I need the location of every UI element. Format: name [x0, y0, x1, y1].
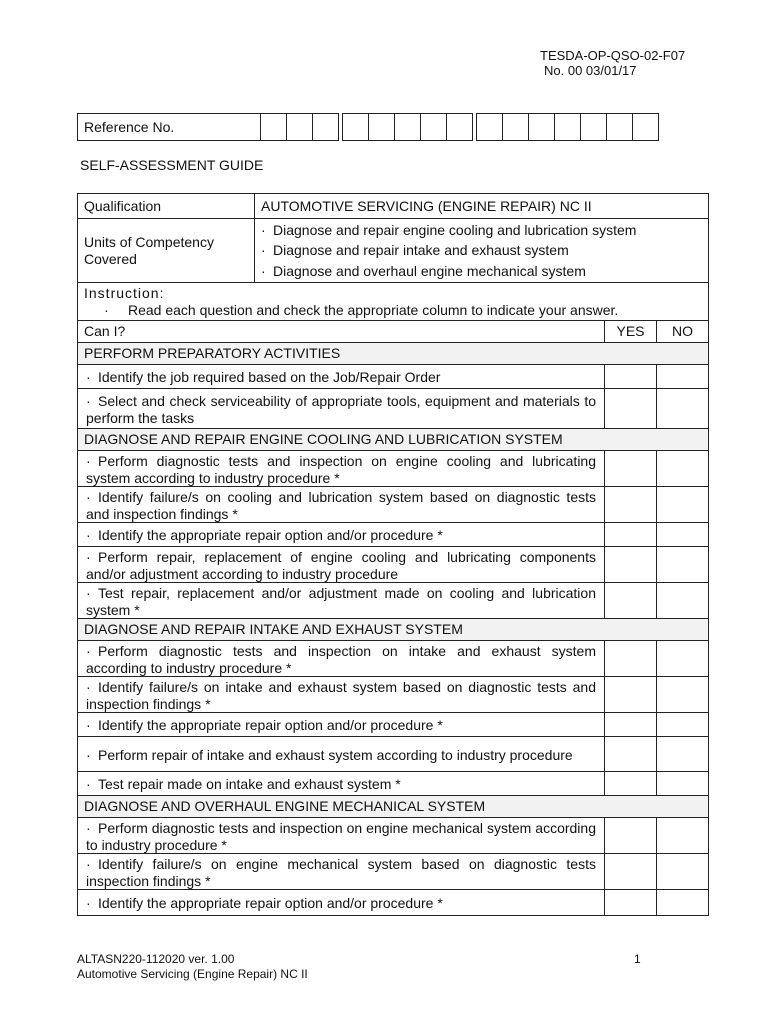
checklist-item: · Perform diagnostic tests and inspection on engine mechanical system according to industry procedure * [78, 818, 605, 854]
checklist-row [78, 677, 709, 713]
reference-box[interactable] [395, 114, 421, 141]
qualification-label: Qualification [78, 194, 255, 219]
no-checkbox-cell[interactable] [657, 641, 709, 677]
page-number: 1 [634, 952, 641, 966]
no-checkbox-cell[interactable] [657, 389, 709, 429]
checklist-item: · Test repair made on intake and exhaust system * [78, 772, 605, 796]
document-code [540, 48, 685, 78]
checklist-row [78, 713, 709, 737]
can-i-header: Can I? [78, 321, 605, 343]
unit-item: · Diagnose and overhaul engine mechanical system [261, 262, 586, 279]
no-checkbox-cell[interactable] [657, 772, 709, 796]
checklist-row [78, 583, 709, 619]
units-label: Units of Competency Covered [78, 219, 255, 283]
reference-box[interactable] [607, 114, 633, 141]
no-checkbox-cell[interactable] [657, 818, 709, 854]
yes-checkbox-cell[interactable] [605, 818, 657, 854]
checklist-row [78, 389, 709, 429]
reference-box[interactable] [421, 114, 447, 141]
checklist-item: · Identify the appropriate repair option and/or procedure * [78, 713, 605, 737]
yes-checkbox-cell[interactable] [605, 713, 657, 737]
yes-checkbox-cell[interactable] [605, 389, 657, 429]
unit-item: · Diagnose and repair intake and exhaust system [261, 242, 569, 259]
qualification-value: AUTOMOTIVE SERVICING (ENGINE REPAIR) NC II [255, 194, 709, 219]
checklist-row [78, 365, 709, 389]
footer-doc-id: ALTASN220-112020 ver. 1.00 [77, 952, 235, 966]
footer [77, 952, 308, 982]
checklist-item: · Identify the job required based on the Job/Repair Order [78, 365, 605, 389]
instruction-label: Instruction: [84, 285, 165, 301]
no-checkbox-cell[interactable] [657, 737, 709, 772]
yes-checkbox-cell[interactable] [605, 451, 657, 487]
yes-checkbox-cell[interactable] [605, 772, 657, 796]
reference-box[interactable] [369, 114, 395, 141]
reference-box[interactable] [313, 114, 339, 141]
self-assessment-table [77, 193, 709, 916]
checklist-row [78, 451, 709, 487]
yes-checkbox-cell[interactable] [605, 641, 657, 677]
section-heading: DIAGNOSE AND REPAIR INTAKE AND EXHAUST SYSTEM [78, 619, 709, 641]
checklist-row [78, 890, 709, 916]
no-checkbox-cell[interactable] [657, 677, 709, 713]
checklist-item: · Test repair, replacement and/or adjustment made on cooling and lubrication system * [78, 583, 605, 619]
no-checkbox-cell[interactable] [657, 547, 709, 583]
no-checkbox-cell[interactable] [657, 854, 709, 890]
reference-box[interactable] [287, 114, 313, 141]
checklist-row [78, 547, 709, 583]
yes-checkbox-cell[interactable] [605, 547, 657, 583]
units-list [255, 219, 709, 283]
checklist-row [78, 523, 709, 547]
checklist-item: · Identify failure/s on cooling and lubrication system based on diagnostic tests and inspection findings * [78, 487, 605, 523]
form-revision: No. 00 03/01/17 [544, 63, 637, 78]
no-checkbox-cell[interactable] [657, 583, 709, 619]
reference-box[interactable] [633, 114, 659, 141]
checklist-row [78, 737, 709, 772]
checklist-row [78, 772, 709, 796]
yes-checkbox-cell[interactable] [605, 523, 657, 547]
footer-course: Automotive Servicing (Engine Repair) NC II [77, 967, 308, 981]
reference-number-table [77, 113, 659, 141]
yes-checkbox-cell[interactable] [605, 677, 657, 713]
checklist-item: · Identify the appropriate repair option and/or procedure * [78, 890, 605, 916]
no-checkbox-cell[interactable] [657, 365, 709, 389]
unit-item: · Diagnose and repair engine cooling and lubrication system [261, 221, 637, 238]
reference-box[interactable] [343, 114, 369, 141]
checklist-item: · Select and check serviceability of appropriate tools, equipment and materials to perform the tasks [78, 389, 605, 429]
yes-checkbox-cell[interactable] [605, 365, 657, 389]
yes-checkbox-cell[interactable] [605, 854, 657, 890]
no-checkbox-cell[interactable] [657, 713, 709, 737]
yes-checkbox-cell[interactable] [605, 890, 657, 916]
form-code: TESDA-OP-QSO-02-F07 [540, 48, 686, 63]
yes-checkbox-cell[interactable] [605, 583, 657, 619]
yes-checkbox-cell[interactable] [605, 737, 657, 772]
checklist-item: · Perform diagnostic tests and inspection on engine cooling and lubricating system according to industry procedure * [78, 451, 605, 487]
yes-checkbox-cell[interactable] [605, 487, 657, 523]
checklist-row [78, 854, 709, 890]
checklist-row [78, 818, 709, 854]
checklist-item: · Perform repair, replacement of engine cooling and lubricating components and/or adjustment according to industry procedure [78, 547, 605, 583]
checklist-item: · Perform repair of intake and exhaust system according to industry procedure [78, 737, 605, 772]
reference-box[interactable] [447, 114, 473, 141]
instruction-text: · Read each question and check the appropriate column to indicate your answer. [104, 301, 619, 318]
checklist-row [78, 641, 709, 677]
instruction-cell [78, 283, 709, 321]
checklist-item: · Identify failure/s on engine mechanical system based on diagnostic tests inspection findings * [78, 854, 605, 890]
checklist-item: · Identify the appropriate repair option and/or procedure * [78, 523, 605, 547]
no-checkbox-cell[interactable] [657, 890, 709, 916]
section-heading: DIAGNOSE AND REPAIR ENGINE COOLING AND LUBRICATION SYSTEM [78, 429, 709, 451]
no-checkbox-cell[interactable] [657, 451, 709, 487]
reference-box[interactable] [503, 114, 529, 141]
reference-box[interactable] [261, 114, 287, 141]
reference-label: Reference No. [78, 114, 261, 141]
section-heading: DIAGNOSE AND OVERHAUL ENGINE MECHANICAL SYSTEM [78, 796, 709, 818]
reference-box[interactable] [529, 114, 555, 141]
reference-box[interactable] [555, 114, 581, 141]
reference-box[interactable] [581, 114, 607, 141]
section-heading: PERFORM PREPARATORY ACTIVITIES [78, 343, 709, 365]
no-checkbox-cell[interactable] [657, 487, 709, 523]
yes-header: YES [605, 321, 657, 343]
checklist-row [78, 487, 709, 523]
reference-box[interactable] [477, 114, 503, 141]
checklist-item: · Identify failure/s on intake and exhaust system based on diagnostic tests and inspection findings * [78, 677, 605, 713]
checklist-item: · Perform diagnostic tests and inspection on intake and exhaust system according to industry procedure * [78, 641, 605, 677]
no-checkbox-cell[interactable] [657, 523, 709, 547]
page-title: SELF-ASSESSMENT GUIDE [80, 157, 264, 173]
no-header: NO [657, 321, 709, 343]
